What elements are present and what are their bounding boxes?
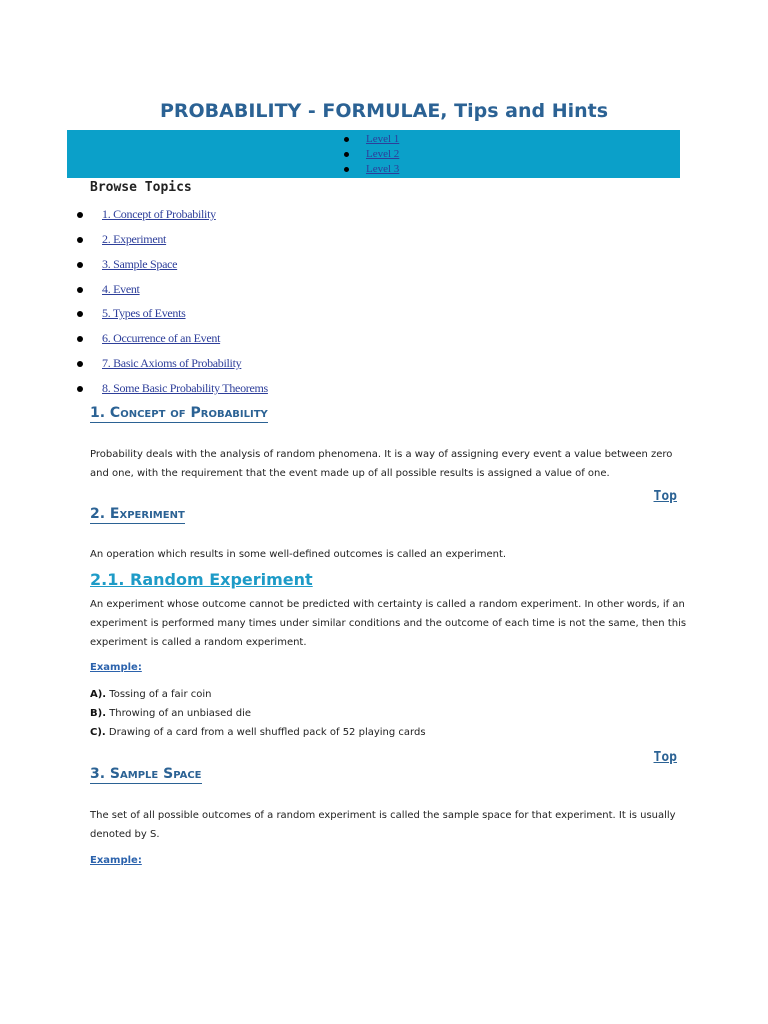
example-item: [90, 689, 211, 700]
sample-space-paragraph: The set of all possible outcomes of a random experiment is called the sample space for that experiment. It is usually denoted by S.: [90, 810, 676, 840]
page-title: PROBABILITY - FORMULAE, Tips and Hints: [159, 100, 609, 122]
level-link-1[interactable]: Level 1: [366, 133, 400, 145]
example-item: [90, 708, 251, 719]
bullet-icon: [77, 237, 83, 243]
top-link[interactable]: Top: [653, 750, 677, 765]
level-link-2[interactable]: Level 2: [366, 148, 400, 160]
topic-link-sample-space[interactable]: 3. Sample Space: [102, 257, 178, 271]
section-heading-sample-space: 3. Sample Space: [90, 766, 202, 782]
random-experiment-paragraph: An experiment whose outcome cannot be predicted with certainty is called a random experiment. In other words, if an experiment is performed many times under similar conditions and the outcome of each time is not the same, then this experiment is called a random experiment.: [90, 599, 687, 648]
topic-link-event[interactable]: 4. Event: [102, 282, 140, 296]
topic-item: [0, 306, 400, 322]
topic-item: [0, 207, 400, 223]
topic-item: [0, 381, 400, 397]
topic-item: [0, 356, 400, 372]
experiment-paragraph: An operation which results in some well-defined outcomes is called an experiment.: [90, 549, 507, 560]
bullet-icon: [77, 361, 83, 367]
concept-paragraph: Probability deals with the analysis of random phenomena. It is a way of assigning every event a value between zero and one, with the requirement that the event made up of all possible results is assigned a value of one.: [90, 449, 673, 479]
section-heading-concept: 1. Concept of Probability: [90, 405, 268, 421]
section-heading-random-experiment: 2.1. Random Experiment: [90, 570, 313, 589]
bullet-icon: [77, 311, 83, 317]
topic-item: [0, 331, 400, 347]
bullet-icon: [344, 167, 349, 172]
topic-link-experiment[interactable]: 2. Experiment: [102, 232, 167, 246]
bullet-icon: [77, 287, 83, 293]
example-marker: A).: [90, 689, 107, 700]
example-marker: B).: [90, 708, 106, 719]
example-label: Example:: [90, 662, 142, 673]
bullet-icon: [77, 262, 83, 268]
example-marker: C).: [90, 727, 106, 738]
bullet-icon: [344, 137, 349, 142]
level-link-3[interactable]: Level 3: [366, 163, 400, 175]
top-link[interactable]: Top: [653, 489, 677, 504]
topic-link-theorems[interactable]: 8. Some Basic Probability Theorems: [102, 381, 268, 395]
topic-link-axioms[interactable]: 7. Basic Axioms of Probability: [102, 356, 242, 370]
topic-item: [0, 257, 400, 273]
example-text: Drawing of a card from a well shuffled pack of 52 playing cards: [108, 727, 426, 738]
level-navigation-bar: [67, 130, 680, 178]
bullet-icon: [77, 336, 83, 342]
example-label: Example:: [90, 855, 142, 866]
topic-item: [0, 232, 400, 248]
topic-link-concept[interactable]: 1. Concept of Probability: [102, 207, 216, 221]
example-text: Tossing of a fair coin: [109, 689, 212, 700]
section-heading-experiment: 2. Experiment: [90, 506, 185, 522]
topic-link-occurrence[interactable]: 6. Occurrence of an Event: [102, 331, 221, 345]
bullet-icon: [344, 152, 349, 157]
bullet-icon: [77, 212, 83, 218]
example-item: [90, 727, 426, 738]
browse-topics-heading: Browse Topics: [90, 180, 192, 195]
example-text: Throwing of an unbiased die: [109, 708, 252, 719]
bullet-icon: [77, 386, 83, 392]
topic-item: [0, 282, 400, 298]
topic-link-types-of-events[interactable]: 5. Types of Events: [102, 306, 186, 320]
